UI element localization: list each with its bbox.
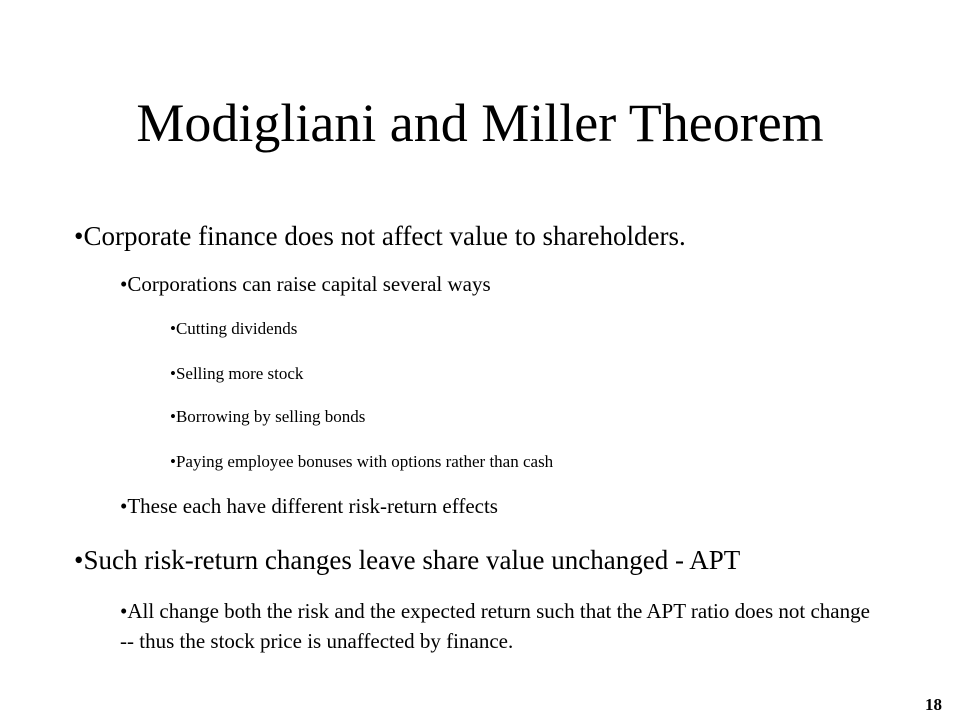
slide-title: Modigliani and Miller Theorem <box>136 93 824 153</box>
bullet-risk-return-effects: •These each have different risk-return effects <box>120 494 498 518</box>
bullet-cutting-dividends: •Cutting dividends <box>170 319 298 338</box>
bullet-employee-bonuses: •Paying employee bonuses with options rather than cash <box>170 452 554 471</box>
bullet-borrowing-bonds: •Borrowing by selling bonds <box>170 407 366 426</box>
bullet-selling-stock: •Selling more stock <box>170 364 304 383</box>
bullet-raise-capital: •Corporations can raise capital several ways <box>120 272 491 296</box>
page-number: 18 <box>925 695 942 714</box>
bullet-share-value-apt: •Such risk-return changes leave share value unchanged - APT <box>74 545 741 575</box>
bullet-apt-ratio: •All change both the risk and the expected return such that the APT ratio does not change -- thus the stock price is unaffected by finance. <box>120 599 870 653</box>
bullet-corporate-finance: •Corporate finance does not affect value to shareholders. <box>74 221 686 251</box>
